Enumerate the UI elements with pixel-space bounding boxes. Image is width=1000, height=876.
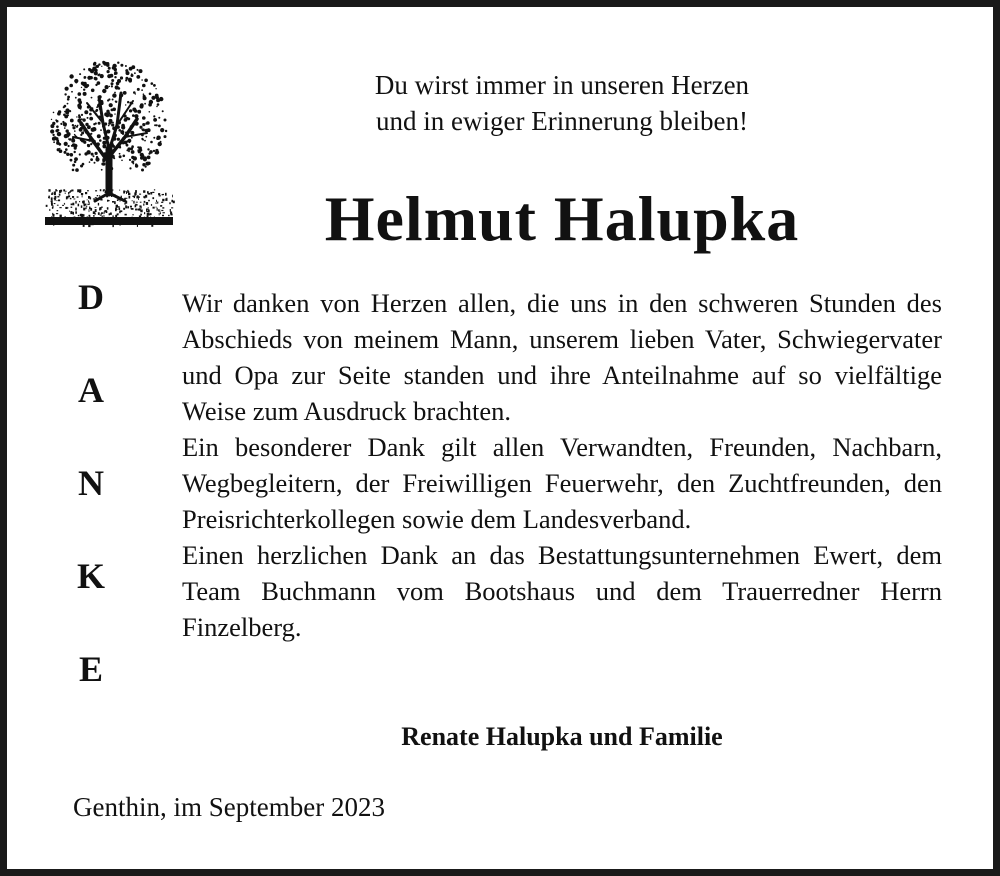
signature: Renate Halupka und Familie (401, 722, 723, 751)
paragraph: Einen herzlichen Dank an das Bestattungsunternehmen Ewert, dem Team Buchmann vom Bootshaus und dem Trauerredner Herrn Finzelberg. (182, 540, 942, 642)
deceased-name: Helmut Halupka (324, 183, 800, 254)
tree-icon (43, 53, 175, 229)
paragraph: Wir danken von Herzen allen, die uns in den schweren Stunden des Abschieds von meinem Mann, unserem lieben Vater, Schwiegervater und Opa zur Seite standen und ihre Anteilnahme auf so vielfältige Weise zum Ausdruck brachten. (182, 288, 942, 426)
danke-letter: K (76, 556, 105, 596)
danke-vertical (63, 269, 119, 734)
place-date: Genthin, im September 2023 (73, 792, 385, 822)
paragraph: Ein besonderer Dank gilt allen Verwandten, Freunden, Nachbarn, Wegbegleitern, der Freiwilligen Feuerwehr, den Zuchtfreunden, den Preisrichterkollegen sowie dem Landesverband. (182, 432, 942, 534)
danke-letter: N (78, 463, 104, 503)
danke-letter: E (78, 649, 103, 689)
motto-line: Du wirst immer in unseren Herzen (374, 70, 750, 100)
danke-letter: D (78, 277, 104, 317)
motto-line: und in ewiger Erinnerung bleiben! (376, 106, 748, 136)
thanks-text (182, 285, 942, 645)
danke-letter: A (78, 370, 104, 410)
motto (307, 67, 817, 139)
